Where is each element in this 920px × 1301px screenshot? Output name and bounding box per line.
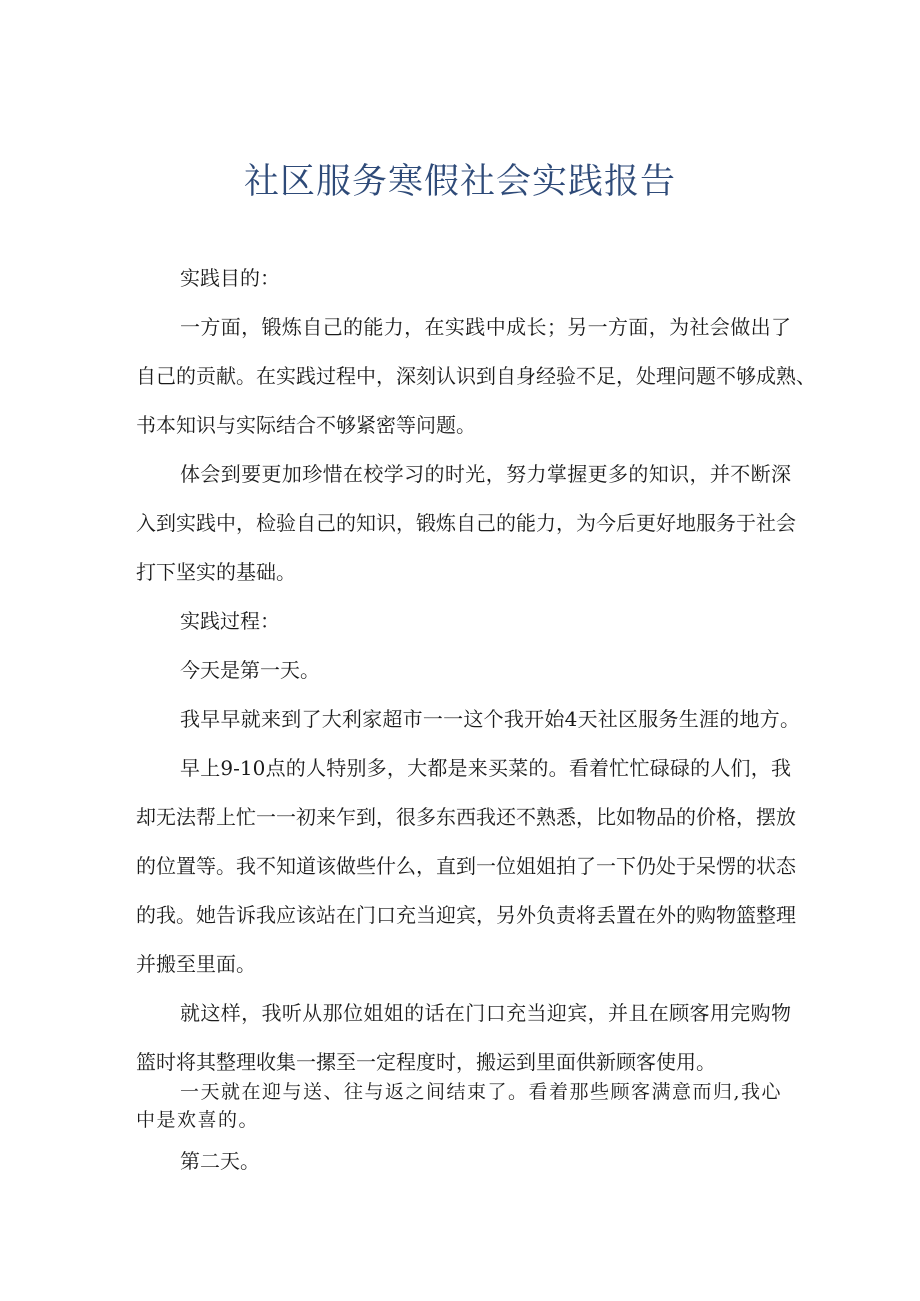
paragraph-line: 就这样，我听从那位姐姐的话在门口充当迎宾，并且在顾客用完购物 bbox=[180, 1001, 791, 1025]
paragraph-line: 打下坚实的基础。 bbox=[136, 560, 296, 584]
paragraph-line: 入到实践中，检验自己的知识，锻炼自己的能力，为今后更好地服务于社会 bbox=[136, 511, 796, 535]
paragraph-line: 早上9-10点的人特别多，大都是来买菜的。看着忙忙碌碌的人们，我 bbox=[180, 756, 791, 780]
paragraph-line: 一天就在迎与送、往与返之间结束了。看着那些顾客满意而归,我心 bbox=[180, 1081, 783, 1103]
paragraph-line: 自己的贡献。在实践过程中，深刻认识到自身经验不足，处理问题不够成熟、 bbox=[136, 364, 816, 388]
paragraph-line: 书本知识与实际结合不够紧密等问题。 bbox=[136, 413, 476, 437]
paragraph-line: 中是欢喜的。 bbox=[136, 1109, 260, 1131]
paragraph-line: 一方面，锻炼自己的能力，在实践中成长；另一方面，为社会做出了 bbox=[180, 315, 791, 339]
paragraph-line: 却无法帮上忙一一初来乍到，很多东西我还不熟悉，比如物品的价格，摆放 bbox=[136, 805, 796, 829]
paragraph-line: 今天是第一天。 bbox=[180, 658, 320, 682]
paragraph-line: 的我。她告诉我应该站在门口充当迎宾，另外负责将丢置在外的购物篮整理 bbox=[136, 903, 796, 927]
paragraph-line: 的位置等。我不知道该做些什么，直到一位姐姐拍了一下仍处于呆愣的状态 bbox=[136, 854, 796, 878]
document-title: 社区服务寒假社会实践报告 bbox=[243, 162, 676, 202]
paragraph-line: 实践过程： bbox=[180, 609, 280, 633]
paragraph-line: 第二天。 bbox=[180, 1149, 260, 1173]
paragraph-line: 体会到要更加珍惜在校学习的时光，努力掌握更多的知识，并不断深 bbox=[180, 462, 791, 486]
paragraph-line: 篮时将其整理收集一摞至一定程度时，搬运到里面供新顾客使用。 bbox=[136, 1050, 716, 1074]
paragraph-line: 我早早就来到了大利家超市一一这个我开始4天社区服务生涯的地方。 bbox=[180, 707, 800, 731]
paragraph-line: 实践目的： bbox=[180, 266, 280, 290]
paragraph-line: 并搬至里面。 bbox=[136, 952, 256, 976]
